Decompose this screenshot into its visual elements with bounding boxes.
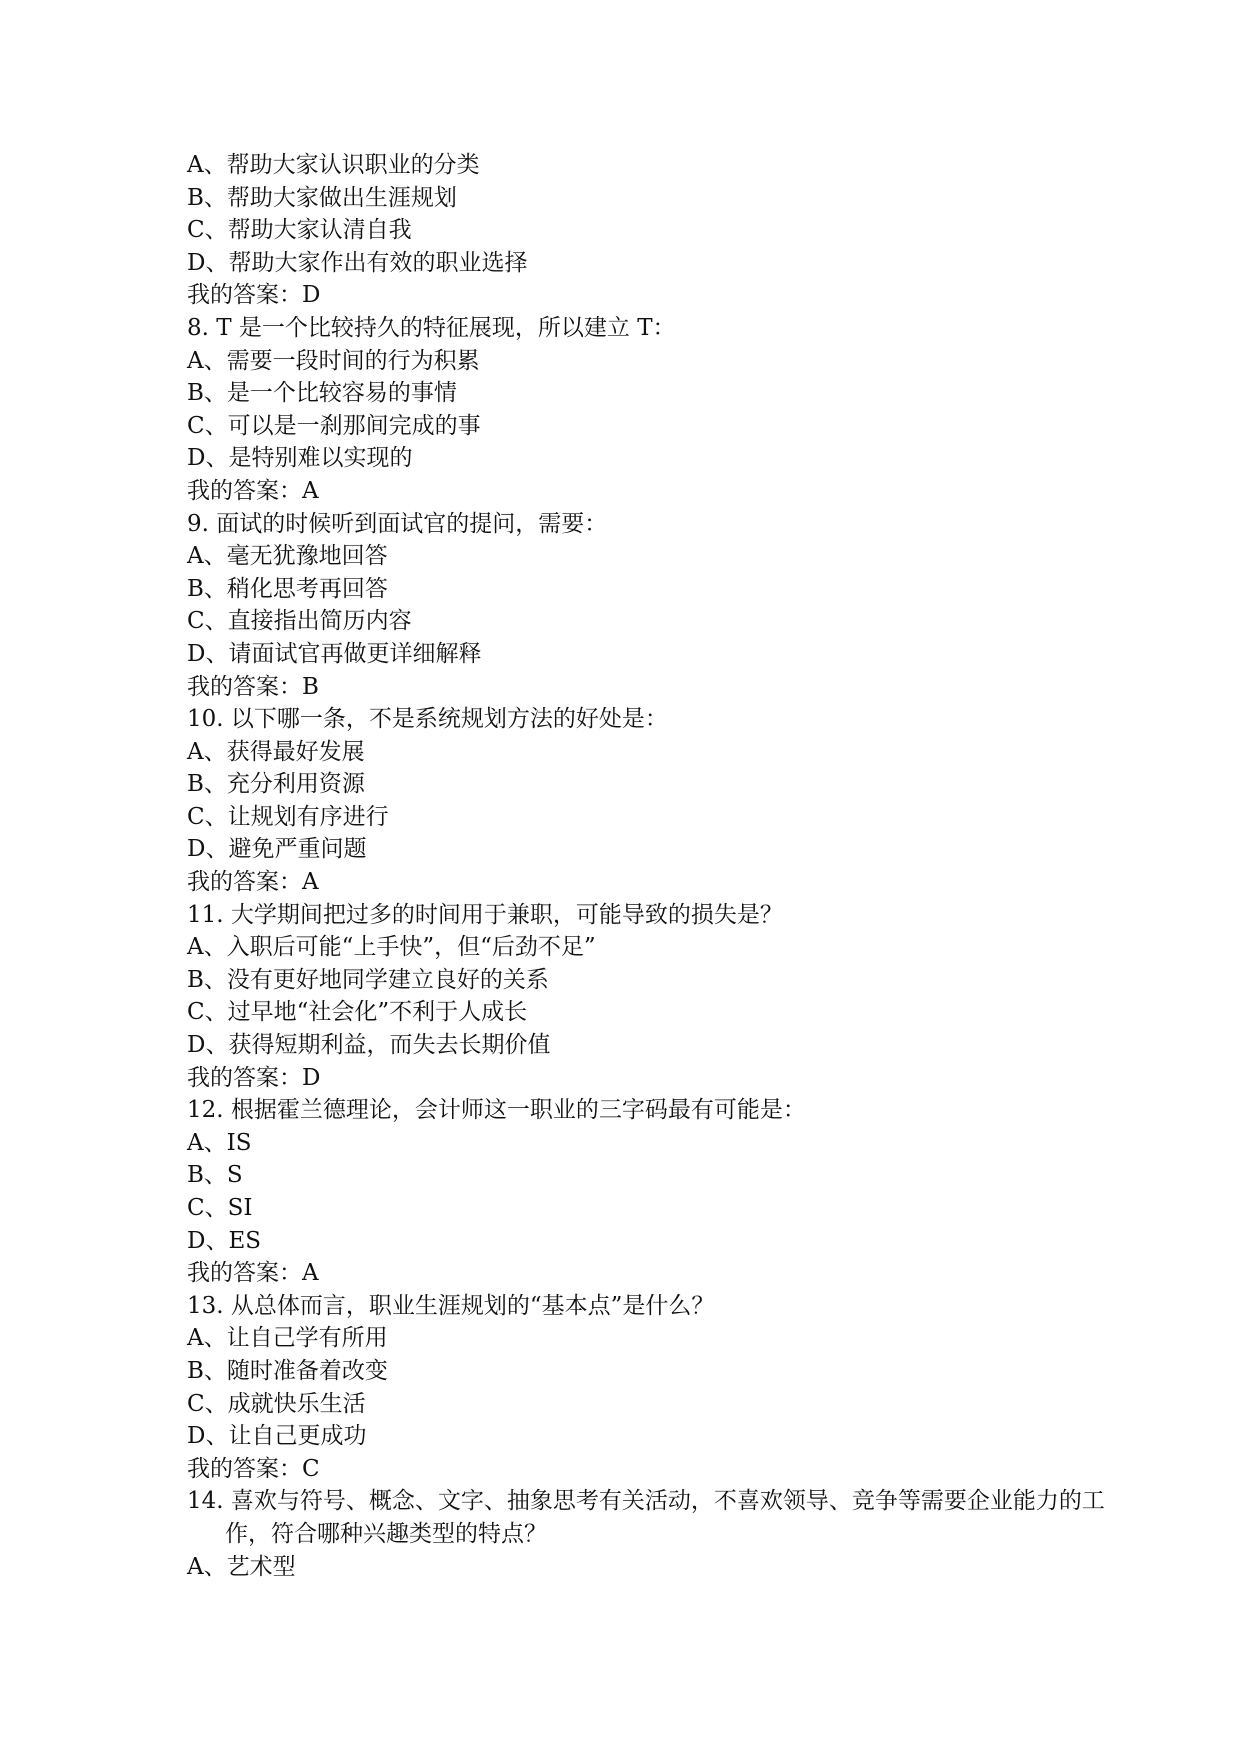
answer-line: 我的答案：D xyxy=(187,282,321,309)
question-text: 14. 喜欢与符号、概念、文字、抽象思考有关活动，不喜欢领导、竞争等需要企业能力的工作，符合哪种兴趣类型的特点？ xyxy=(187,1488,1105,1547)
option-line: D、ES xyxy=(187,1227,261,1254)
option-line: A、获得最好发展 xyxy=(187,738,365,765)
option-line: A、IS xyxy=(187,1129,252,1156)
option-line: D、帮助大家作出有效的职业选择 xyxy=(187,249,528,276)
option-line: A、毫无犹豫地回答 xyxy=(187,543,388,570)
answer-line: 我的答案：A xyxy=(187,869,319,896)
option-line: D、让自己更成功 xyxy=(187,1423,367,1450)
answer-line: 我的答案：B xyxy=(187,673,319,700)
option-line: B、稍化思考再回答 xyxy=(187,575,388,602)
option-line: C、让规划有序进行 xyxy=(187,803,389,830)
option-line: C、SI xyxy=(187,1195,253,1221)
option-line: C、直接指出简历内容 xyxy=(187,608,412,635)
option-line: B、没有更好地同学建立良好的关系 xyxy=(187,966,549,993)
question-text: 9. 面试的时候听到面试官的提问，需要： xyxy=(187,510,608,537)
option-line: D、是特别难以实现的 xyxy=(187,445,413,472)
option-line: B、随时准备着改变 xyxy=(187,1357,388,1384)
option-line: C、帮助大家认清自我 xyxy=(187,217,412,244)
question-text: 10. 以下哪一条，不是系统规划方法的好处是： xyxy=(187,706,668,733)
answer-line: 我的答案：A xyxy=(187,477,319,504)
option-line: C、可以是一刹那间完成的事 xyxy=(187,412,481,439)
option-line: D、获得短期利益，而失去长期价值 xyxy=(187,1032,551,1059)
option-line: A、入职后可能“上手快”，但“后劲不足” xyxy=(187,934,596,961)
option-line: A、帮助大家认识职业的分类 xyxy=(187,152,480,178)
option-line: A、需要一段时间的行为积累 xyxy=(187,347,480,374)
question-text: 8. T 是一个比较持久的特征展现，所以建立 T： xyxy=(187,314,676,341)
option-line: A、让自己学有所用 xyxy=(187,1325,388,1352)
option-line: B、帮助大家做出生涯规划 xyxy=(187,184,457,211)
answer-line: 我的答案：A xyxy=(187,1260,319,1287)
option-line: C、成就快乐生活 xyxy=(187,1390,366,1417)
option-line: A、艺术型 xyxy=(187,1553,296,1580)
option-line: B、S xyxy=(187,1162,243,1189)
question-text: 12. 根据霍兰德理论，会计师这一职业的三字码最有可能是： xyxy=(187,1097,806,1124)
question-text: 13. 从总体而言，职业生涯规划的“基本点”是什么？ xyxy=(187,1292,715,1319)
option-line: C、过早地“社会化”不利于人成长 xyxy=(187,999,528,1026)
question-text: 11. 大学期间把过多的时间用于兼职，可能导致的损失是？ xyxy=(187,901,783,928)
option-line: D、避免严重问题 xyxy=(187,836,367,863)
option-line: D、请面试官再做更详细解释 xyxy=(187,640,482,667)
document-page xyxy=(187,149,1105,1583)
answer-line: 我的答案：D xyxy=(187,1064,321,1091)
answer-line: 我的答案：C xyxy=(187,1455,320,1482)
option-line: B、是一个比较容易的事情 xyxy=(187,380,457,407)
option-line: B、充分利用资源 xyxy=(187,771,365,798)
